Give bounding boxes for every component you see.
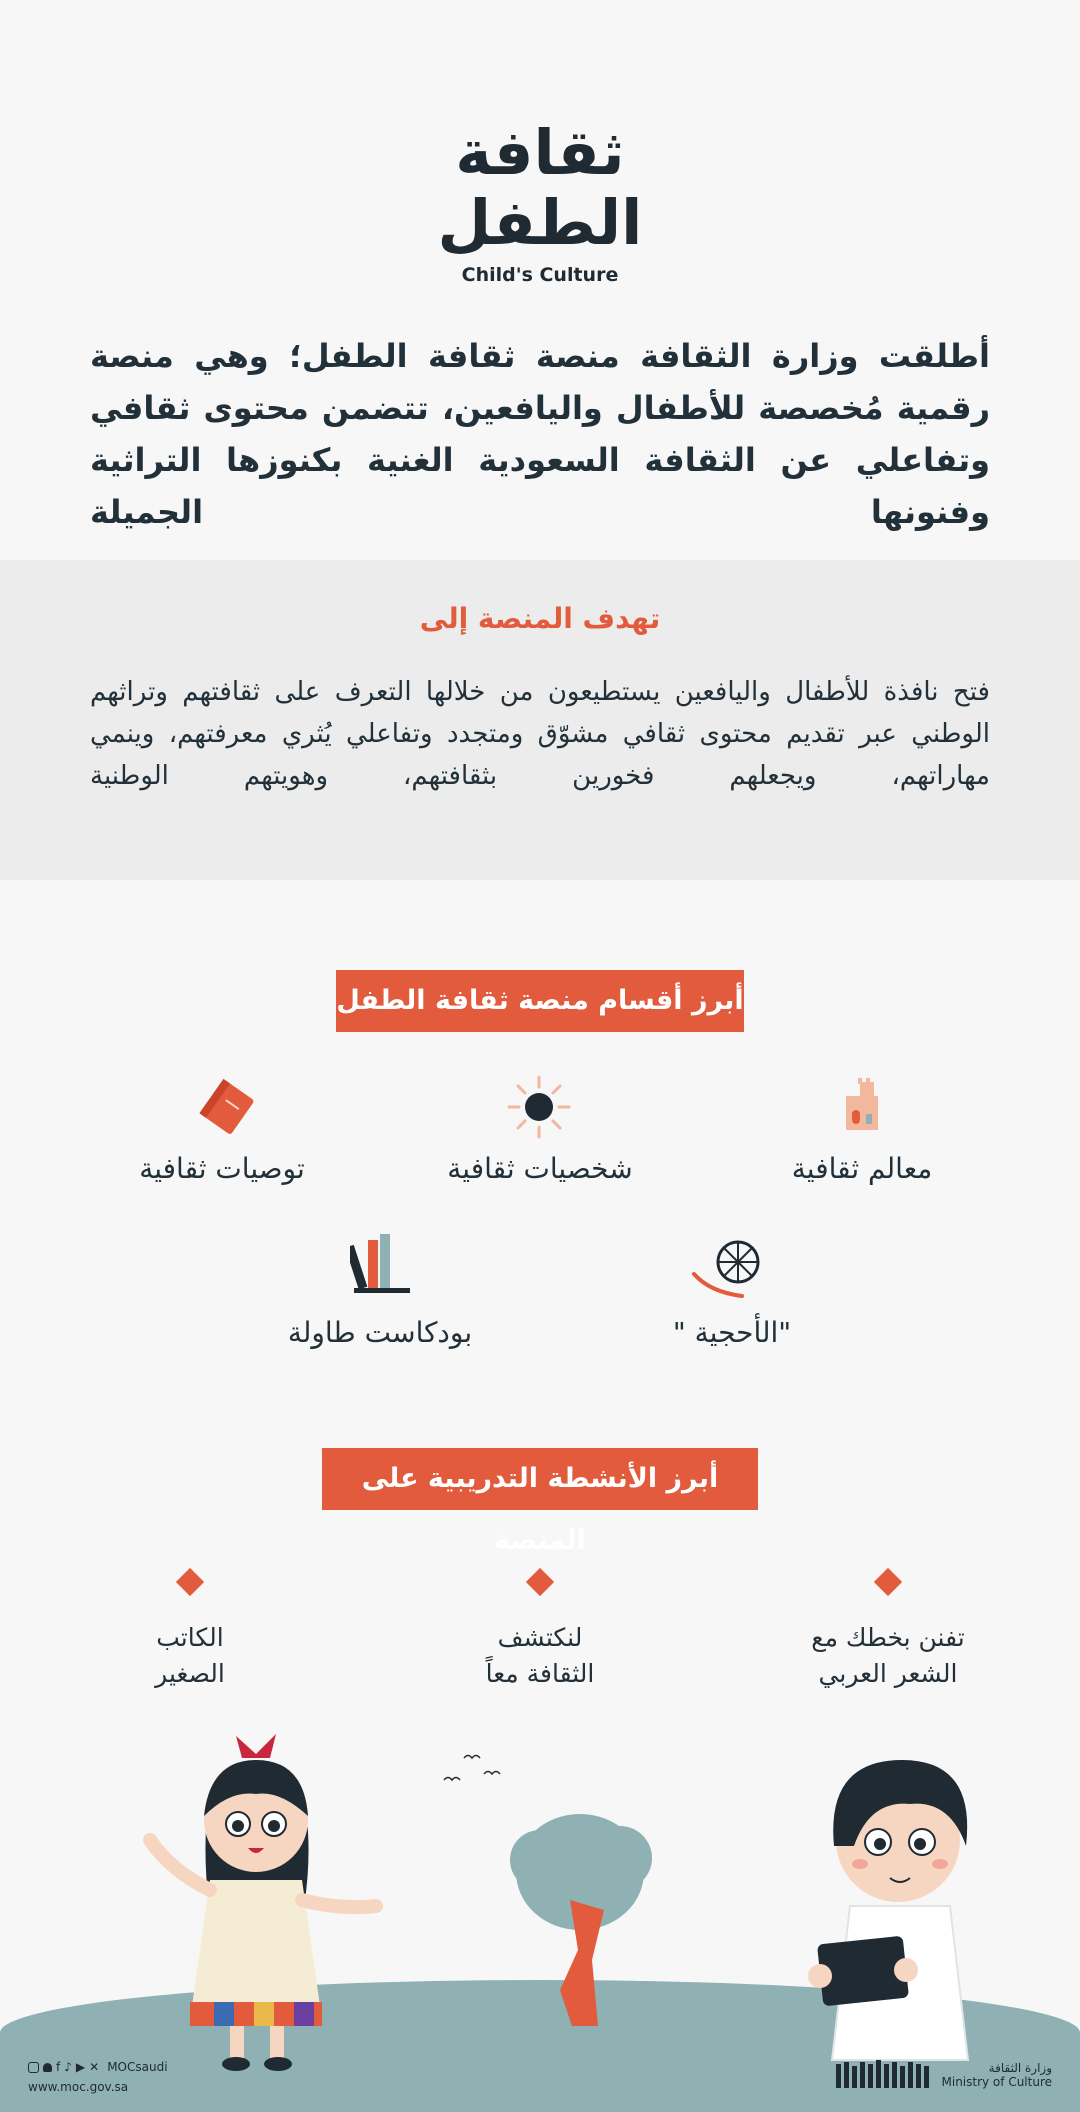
sections-title: أبرز أقسام منصة ثقافة الطفل	[336, 970, 744, 1032]
logo	[0, 118, 1080, 286]
section-label: معالم ثقافية	[791, 1152, 933, 1185]
diamond-bullet-icon	[874, 1568, 902, 1596]
activity-label-line2: الثقافة معاً	[485, 1659, 595, 1688]
section-item-personalities	[390, 1152, 690, 1185]
boy-illustration	[790, 1730, 1010, 2070]
intro-section	[0, 330, 1080, 538]
books-icon	[350, 1230, 414, 1296]
book-icon	[194, 1074, 260, 1140]
section-label: بودكاست طاولة	[287, 1316, 473, 1349]
goal-text: فتح نافذة للأطفال واليافعين يستطيعون من خلالها التعرف على ثقافتهم وتراثهم الوطني عبر تقديم محتوى ثقافي مشوّق ومتجدد وتفاعلي يُثري معرفتهم، وينمي مهاراتهم، ويجعلهم فخورين بثقافتهم، وهويتهم الوطنية	[90, 677, 990, 791]
section-label: توصيات ثقافية	[139, 1152, 305, 1185]
goal-section	[0, 560, 1080, 880]
logo-english: Child's Culture	[461, 264, 619, 286]
activity-item-calligraphy	[768, 1572, 1008, 1692]
birds-icon	[440, 1750, 530, 1790]
diamond-bullet-icon	[526, 1568, 554, 1596]
facebook-icon[interactable]: f	[56, 2060, 61, 2074]
youtube-icon[interactable]: ▶	[75, 2060, 86, 2074]
ministry-name-ar: وزارة الثقافة	[988, 2061, 1052, 2075]
girl-illustration	[140, 1720, 400, 2080]
x-icon[interactable]: ✕	[89, 2060, 100, 2074]
tiktok-icon[interactable]: ♪	[64, 2060, 72, 2074]
section-label: شخصيات ثقافية	[447, 1152, 633, 1185]
activity-label-line1: لنكتشف	[497, 1623, 583, 1652]
diamond-bullet-icon	[176, 1568, 204, 1596]
activity-item-young-writer	[70, 1572, 310, 1692]
instagram-icon[interactable]	[28, 2062, 39, 2073]
footer-social	[28, 2060, 168, 2094]
goal-title: تهدف المنصة إلى	[419, 602, 661, 635]
activity-label-line1: الكاتب	[156, 1623, 224, 1652]
ministry-name-en: Ministry of Culture	[941, 2075, 1052, 2089]
section-item-podcast	[230, 1316, 530, 1349]
intro-text: أطلقت وزارة الثقافة منصة ثقافة الطفل؛ وهي منصة رقمية مُخصصة للأطفال واليافعين، تتضمن محتوى ثقافي وتفاعلي عن الثقافة السعودية الغنية بكنوزها التراثية وفنونها الجميلة	[90, 337, 990, 531]
activity-label-line2: الصغير	[155, 1659, 225, 1688]
sun-icon	[506, 1074, 572, 1140]
section-item-landmarks	[712, 1152, 1012, 1185]
activity-item-discover	[420, 1572, 660, 1692]
landmark-tower-icon	[832, 1074, 892, 1134]
social-handle[interactable]: MOCsaudi	[107, 2060, 168, 2074]
section-item-riddle	[612, 1316, 852, 1349]
tree-illustration	[500, 1800, 660, 2030]
activity-label-line2: الشعر العربي	[818, 1659, 958, 1688]
website-link[interactable]: www.moc.gov.sa	[28, 2080, 129, 2094]
logo-line2: الطفل	[437, 186, 643, 259]
activity-label-line1: تفنن بخطك مع	[811, 1623, 965, 1652]
ministry-emblem-icon	[836, 2060, 932, 2090]
activities-title: أبرز الأنشطة التدريبية على المنصة	[322, 1448, 758, 1510]
section-item-recommendations	[72, 1152, 372, 1185]
wheel-icon	[690, 1236, 764, 1302]
snapchat-icon[interactable]	[43, 2063, 52, 2072]
ministry-logo	[836, 2060, 1053, 2090]
logo-line1: ثقافة	[455, 116, 625, 189]
section-label: "الأحجية "	[672, 1316, 792, 1349]
